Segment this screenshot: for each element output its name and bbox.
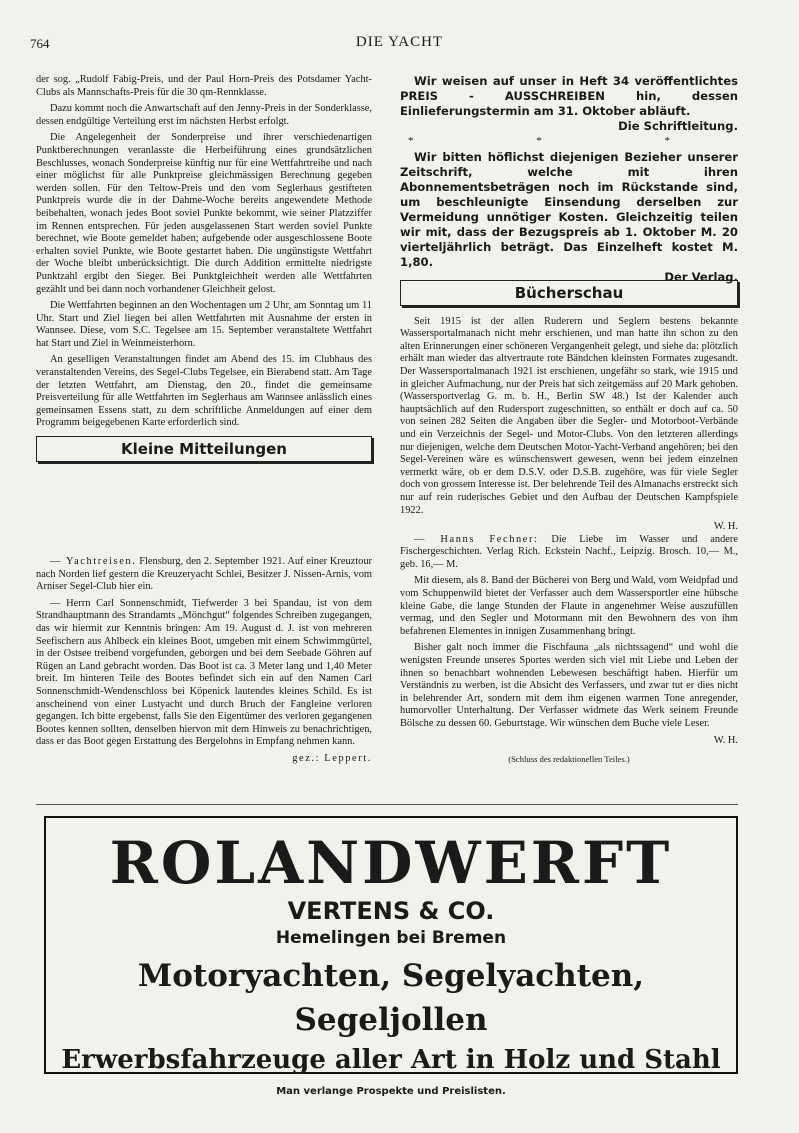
page-number: 764 [30, 36, 50, 51]
section-title-buecherschau: Bücherschau [400, 280, 738, 306]
review-text: Die Liebe im Wasser und andere Fischergeschichten. Verlag Rich. Eckstein Nachf., Leipzig. Brosch. 10,— M., geb. 16,— M. [400, 533, 738, 570]
running-title: DIE YACHT [355, 34, 444, 50]
news-text: — Herrn Carl Sonnenschmidt, Tiefwerder 3 bei Spandau, ist von dem Strandhauptmann des Strandamts „Mönchgut“ folgendes Schreiben zugegangen, das wir hiermit zur Kenntnis bringen: Am 19. August d. J. ist von mehreren Seefischern aus Ahlbeck ein kleines Boot, umgeben mit einem Schwimmgürtel, in der Ostsee treibend vorgefunden, geborgen und bei dem Seebade Göhren auf Rügen an Land gebracht worden. Das Boot ist ca. 3 Meter lang und 1,40 Meter breit. Im hinteren Teile des Bootes befindet sich ein auf den Namen Carl Sonnenschmidt-Wendenschloss bei Köpenick lautendes kleines Schild. Es ist anscheinend von einer Lustyacht und durch Bruch der Fangleine verloren gegangen. Ich bitte ergebenst, falls Sie den Eigentümer des verloren gegangenen Bootes kennen sollten, denselben hiervon mit dem Hinweis zu benachrichtigen, dass er das Boot gegen Erstattung des Bergelohns in Empfang nehmen kann. [36, 597, 372, 748]
review-lead: — Hanns Fechner: [414, 533, 539, 545]
advertisement [44, 816, 738, 1097]
notice-subscription [400, 150, 738, 285]
review-signature: W. H. [713, 734, 738, 746]
review-text: Mit diesem, als 8. Band der Bücherei von Berg und Wald, vom Weidpfad und vom Schuppenwild bietet der Verfasser auch dem Wassersportler eine hübsche kleine Gabe, die lange Stunden der Flaute in angenehmer Weise auszufüllen vermag, und den Segler und Motormann mit den Bewohnern des von ihm befahrenen Elementes in innigen Zusammenhang bringt. [400, 575, 738, 637]
ad-products-2: Erwerbsfahrzeuge aller Art in Holz und Stahl [61, 1045, 721, 1075]
left-column [36, 74, 372, 472]
review-text: Seit 1915 ist der allen Ruderern und Seglern bestens bekannte Wassersportalmanach nicht mehr erschienen, und man hatte ihn schon zu den alten Erinnerungen einer schöneren Vergangenheit gelegt, und siehe da: plötzlich erhält man wieder das altvertraute rote Bändchen kleinsten Formates zugesandt. Der Wassersportalmanach 1921 ist erschienen, ungefähr so stark, wie 1915 und in gleicher Aufmachung, nur der Preis hat sich zeitgemäss auf 20 Mark gehoben. (Wassersportverlag G. m. b. H., Berlin SW 48.) Ist der Kalender auch hauptsächlich auf den Rudersport zugeschnitten, so enthält er doch auf ca. 50 von seinen 282 Seiten die Angaben über die Segler- und Motorboot-Verbände und ein Verzeichnis der Segel- und Motor-Clubs. Von den letzteren allerdings nur diejenigen, welche dem Deutschen Motor-Yacht-Verband angehören; bei den Segel-Vereinen wäre es wünschenswert gewesen, wenn bei jedem einzelnen vermerkt wäre, ob er dem D.S.V. oder D.S.B. zugehöre, was für viele Segler doch von grossem Interesse ist. Der belehrende Teil des Almanachs erstreckt sich nur auf rein ruderisches Gebiet und den Aufbau der Deutschen Kampfspiele 1922. [400, 315, 738, 516]
notice-text: Wir weisen auf unser in Heft 34 veröffentlichtes PREIS - AUSSCHREIBEN hin, dessen Einlieferungstermin am 31. Oktober abläuft. [400, 74, 738, 118]
review-text: Bisher galt noch immer die Fischfauna „als nichtssagend“ und wohl die wenigsten Freunde unseres Sportes werden sich viel mit Liebe und Leben der ihnen so benachbart wohnenden Lebewesen beschäftigt haben. Hierfür um Verständnis zu werben, ist die Absicht des Verfassers, und zwar tut er dies nicht in belehrender Art, sondern mit dem ihm eigenen warmen Tone anregender, humorvoller Unterhaltung. Der Verfasser widmete das Werk seinem Freunde Bölsche zu dessen 60. Geburtstage. Wir wünschen dem Buche viele Leser. [400, 642, 738, 729]
section-title-kleine-mitteilungen: Kleine Mitteilungen [36, 436, 372, 462]
end-note: (Schluss des redaktionellen Teiles.) [508, 754, 630, 765]
paragraph: An geselligen Veranstaltungen findet am Abend des 15. im Clubhaus des veranstaltenden Vereins, des Segel-Clubs Tegelsee, ein Bierabend statt. Am Tage der letzten Wettfahrt, am Dienstag, den 20., findet die gemeinsame Preisverteilung für alle Wettfahrten im Seglerhaus am Wannsee anlässlich eines gemeinsamen Essens statt, zu dem schriftliche Anmeldungen auf einer dem Programm beigegebenen Karte erforderlich sind. [36, 354, 372, 429]
notice-text: Wir bitten höflichst diejenigen Bezieher unserer Zeitschrift, welche mit ihren Abonnementsbeträgen noch im Rückstande sind, um beschleunigte Einsendung derselben zur Vermeidung unnötiger Kosten. Gleichzeitig teilen wir mit, dass der Bezugspreis ab 1. Oktober M. 20 vierteljährlich beträgt. Das Einzelheft kostet M. 1,80. [400, 150, 738, 269]
notice-signature: Der Verlag. [664, 270, 738, 284]
news-text: Flensburg, den 2. September 1921. Auf einer Kreuztour nach Norden lief gestern die Kreuzeryacht Schlei, Besitzer J. Nissen-Arnis, vom Arniser Segel-Club hier ein. [36, 556, 372, 593]
news-lead: — Yachtreisen. [50, 556, 137, 567]
review-signature: W. H. [713, 521, 738, 533]
separator-stars: * * * [408, 135, 730, 147]
paragraph: Die Wettfahrten beginnen an den Wochentagen um 2 Uhr, am Sonntag um 11 Uhr. Start und Ziel liegen bei allen Wettfahrten mit Ausnahme der ersten in Wannsee. Diese, vom S.C. Tegelsee am 15. September veranstaltete Wettfahrt hat Start und Ziel in Weinmeisterhorn. [36, 300, 372, 349]
right-column-books [400, 280, 738, 766]
ad-note: Man verlange Prospekte und Preislisten. [276, 1086, 506, 1097]
paragraph: Die Angelegenheit der Sonderpreise und ihrer verschiedenartigen Punktberechnungen veranlasste die Herbeiführung eines grundsätzlichen Beschlusses, wonach Sonderpreise künftig nur für eine Wettfahrtreihe und nach einer möglichst für alle Punktpreise gleichmässigen Berechnung gegeben werden sollen. Für den Teltow-Preis und den vom Seglerhaus gestifteten Punktpreis wurde die in der Dahme-Woche bereits angewendete Methode beibehalten, wonach jedes Boot soviel Punkte bekommt, wie seiner Platzziffer im Rennen entsprechen. Für jeden ausgelassenen Start werden soviel Punkte berechnet, wie Boote gemeldet haben; aufgebende oder ausgeschlossene Boote erhalten soviel Punkte, wie Boote gestartet haben. Die ungünstigste Wettfahrt der Woche bleibt unberücksichtigt. Die durch Addition ermittelte niedrigste Punktzahl ergibt den Sieger. Bei Punktgleichheit werden alle Wettfahrten gezählt und bei dann noch vorhandener Gleichheit gelost. [36, 132, 372, 295]
ad-products: Motoryachten, Segelyachten, Segeljollen [137, 958, 645, 1038]
divider [36, 804, 738, 805]
ad-brand: ROLANDWERFT [109, 829, 673, 897]
paragraph: der sog. „Rudolf Fabig-Preis, und der Paul Horn-Preis des Potsdamer Yacht-Clubs als Mannschafts-Preis für die 30 qm-Rennklasse. [36, 74, 372, 98]
notice-signature: Die Schriftleitung. [618, 119, 738, 133]
right-column-notices [400, 74, 738, 285]
ad-place: Hemelingen bei Bremen [275, 928, 507, 948]
notice-prize [400, 74, 738, 134]
news-signature: gez.: Leppert. [292, 752, 372, 764]
ad-firm: VERTENS & CO. [287, 897, 495, 925]
left-column-news [36, 556, 372, 766]
paragraph: Dazu kommt noch die Anwartschaft auf den Jenny-Preis in der Sonderklasse, dessen endgültige Verteilung erst im nächsten Herbst erfolgt. [36, 103, 372, 127]
